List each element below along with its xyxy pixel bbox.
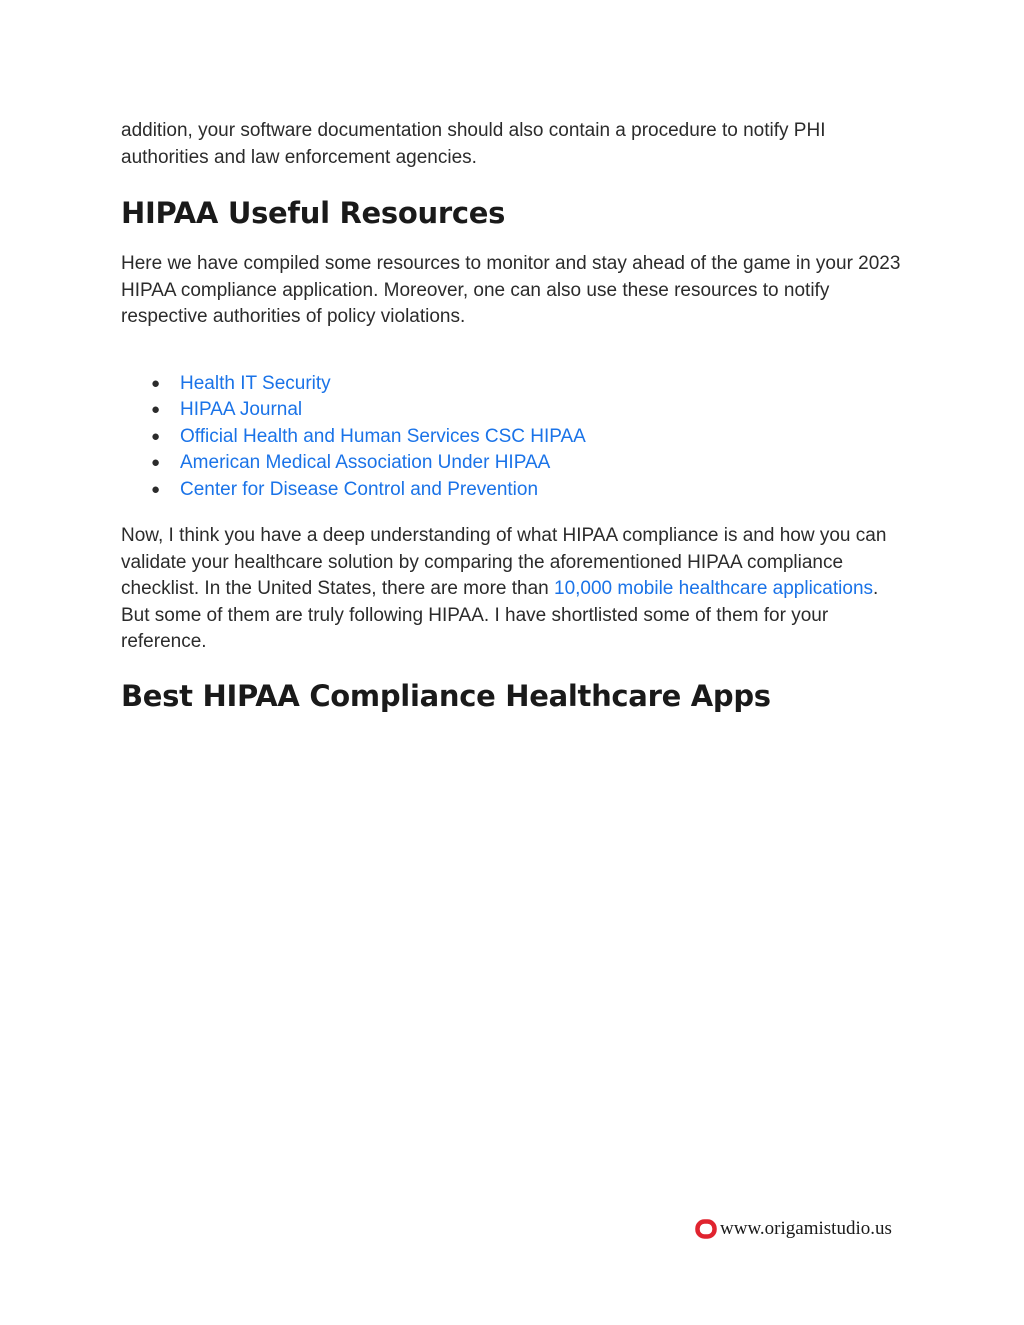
document-page	[121, 118, 911, 716]
bullet-icon: ●	[151, 454, 161, 472]
link-health-it-security[interactable]: Health IT Security	[180, 372, 331, 394]
bullet-icon: ●	[151, 480, 161, 498]
footer-brand	[695, 1218, 892, 1240]
bullet-icon: ●	[151, 401, 161, 419]
link-hhs-csc-hipaa[interactable]: Official Health and Human Services CSC HIPAA	[180, 425, 586, 447]
footer-website[interactable]: www.origamistudio.us	[720, 1218, 892, 1239]
summary-paragraph	[121, 523, 911, 656]
list-item	[121, 450, 911, 477]
list-item	[121, 424, 911, 451]
summary-text-before-link: Now, I think you have a deep understanding of what HIPAA compliance is and how you can validate your healthcare solution by comparing the aforementioned HIPAA compliance checklist. In the United States, there are more than	[121, 525, 887, 600]
red-ring-logo-icon	[695, 1218, 717, 1240]
apps-heading: Best HIPAA Compliance Healthcare Apps	[121, 678, 771, 713]
link-ama-hipaa[interactable]: American Medical Association Under HIPAA	[180, 452, 551, 474]
intro-paragraph: addition, your software documentation should also contain a procedure to notify PHI authorities and law enforcement agencies.	[121, 120, 826, 168]
bullet-icon: ●	[151, 374, 161, 392]
summary-text-after-link: . But some of them are truly following HIPAA. I have shortlisted some of them for your reference.	[121, 578, 879, 653]
link-hipaa-journal[interactable]: HIPAA Journal	[180, 399, 303, 421]
list-item	[121, 397, 911, 424]
resources-heading: HIPAA Useful Resources	[121, 196, 506, 230]
resource-links-list	[121, 371, 911, 504]
bullet-icon: ●	[151, 427, 161, 445]
list-item	[121, 371, 911, 398]
resources-paragraph: Here we have compiled some resources to monitor and stay ahead of the game in your 2023 HIPAA compliance application. Moreover, one can also use these resources to notify respective authorities of policy violations.	[121, 253, 901, 327]
list-item	[121, 477, 911, 504]
link-cdc[interactable]: Center for Disease Control and Prevention	[180, 478, 539, 500]
link-10000-mobile-apps[interactable]: 10,000 mobile healthcare applications	[554, 578, 874, 600]
